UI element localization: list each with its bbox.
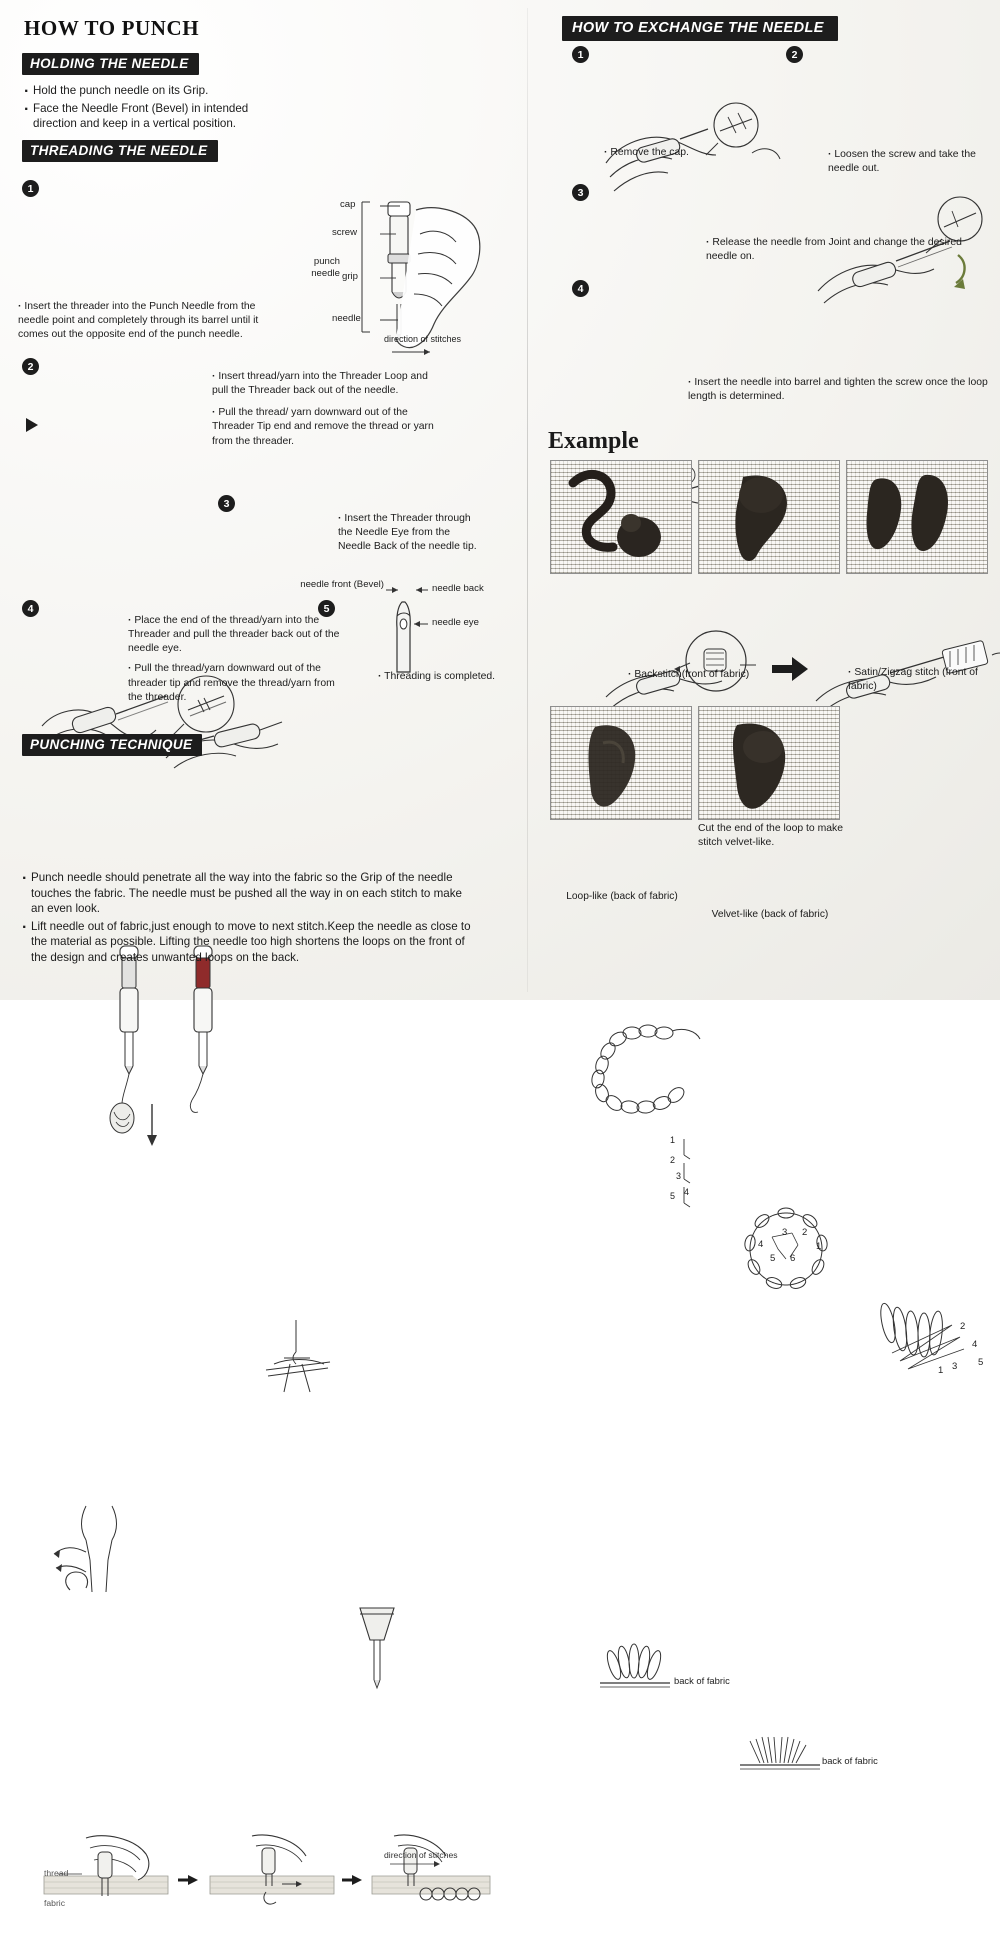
- stitch-number: 5: [670, 1191, 676, 1201]
- example-photo-3: [846, 460, 988, 574]
- stitch-number: 1: [938, 1365, 944, 1376]
- exchange-step-2: [786, 46, 803, 64]
- stitch-number: 4: [972, 1339, 978, 1350]
- label-direction-of-stitches: direction of stitches: [384, 333, 462, 344]
- step-number: 2: [786, 46, 803, 63]
- stitch-number: 2: [802, 1227, 808, 1238]
- backstitch-diagram-chain: [568, 1023, 718, 1119]
- stitch-number: 5: [978, 1357, 984, 1368]
- backstitch-circle-diagram: [722, 1203, 850, 1299]
- exchange-step-3-text: · Release the needle from Joint and change the desired needle on.: [706, 237, 962, 263]
- list-item: · Face the Needle Front (Bevel) in intended direction and keep in a vertical position.: [22, 101, 272, 132]
- step-number: 4: [22, 600, 39, 617]
- stitch-number: 4: [684, 1187, 690, 1197]
- label-fabric: fabric: [44, 1897, 66, 1908]
- page-title: HOW TO PUNCH: [24, 16, 200, 40]
- threading-step-4: [22, 600, 39, 618]
- stitch-number: 2: [960, 1321, 966, 1332]
- stitch-number: 5: [770, 1253, 776, 1264]
- threading-step-3-figure: [244, 1318, 354, 1398]
- stitch-number: 1: [670, 1135, 676, 1145]
- exchange-step-4: [572, 280, 589, 298]
- needle-parts-diagram: [284, 174, 536, 364]
- holding-the-needle-bullets: [22, 83, 272, 132]
- label-grip: grip: [342, 270, 358, 282]
- stitch-number: 1: [816, 1241, 822, 1252]
- punching-technique-figure: [38, 1832, 498, 1940]
- exchange-step-1-text: · Remove the cap.: [604, 147, 689, 158]
- stitch-number: 3: [952, 1361, 958, 1372]
- label-cap: cap: [340, 198, 356, 210]
- label-needle-front-bevel: needle front (Bevel): [300, 578, 384, 590]
- exchange-step-3: [572, 184, 589, 202]
- threading-step-3-text: · Insert the Threader through the Needle Eye from the Needle Back of the needle tip.: [338, 513, 477, 553]
- label-back-of-fabric-1: back of fabric: [674, 1675, 730, 1686]
- example-photo-1: [550, 460, 692, 574]
- threading-step-2-figure: [92, 936, 272, 1166]
- stitch-number: 6: [790, 1253, 796, 1264]
- label-needle: needle: [332, 312, 361, 324]
- label-thread: thread: [44, 1867, 69, 1878]
- threading-step-2: [22, 358, 39, 376]
- right-column: [528, 0, 1000, 1766]
- threading-step-1: [22, 180, 267, 198]
- step-number: 1: [572, 46, 589, 63]
- example-photo-2: [698, 460, 840, 574]
- list-item: · Hold the punch needle on its Grip.: [22, 83, 272, 99]
- threading-step-5-text: · Threading is completed.: [378, 671, 496, 682]
- stitch-number: 3: [782, 1227, 788, 1238]
- label-needle-back: needle back: [432, 582, 484, 594]
- threading-step-2-text: · Insert thread/yarn into the Threader Loop and pull the Threader back out of the needle. · Pull the thread/ yarn downward out of the Threader Tip end and remove the thread or yarn from the threader.: [212, 371, 434, 447]
- step-number: 2: [22, 358, 39, 375]
- step-number: 3: [572, 184, 589, 201]
- threading-step-4-text: · Place the end of the thread/yarn into the Threader and pull the threader back out of the needle eye. · Pull the thread/yarn downward out of the threader tip and remove the thread/yarn from the threader.: [128, 615, 340, 703]
- threading-step-4-figure: [42, 1504, 152, 1600]
- velvet-like-caption: Velvet-like (back of fabric): [711, 909, 829, 920]
- step-number: 4: [572, 280, 589, 297]
- threading-step-1-text: · Insert the threader into the Punch Needle from the needle point and completely through its barrel until it comes out the opposite end of the punch needle.: [18, 301, 259, 341]
- example-photo-4: [550, 706, 692, 820]
- satin-zigzag-caption: · Satin/Zigzag stitch (front of fabric): [848, 667, 978, 692]
- label-direction-of-stitches-2: direction of stitches: [384, 1849, 458, 1860]
- label-punch-needle: punch needle: [311, 255, 340, 279]
- stitch-number: 2: [670, 1155, 676, 1165]
- exchange-step-1: [572, 46, 589, 64]
- label-screw: screw: [332, 226, 358, 238]
- label-needle-eye: needle eye: [432, 616, 479, 628]
- section-heading-holding-the-needle: HOLDING THE NEEDLE: [22, 53, 199, 75]
- section-heading-punching-technique: PUNCHING TECHNIQUE: [22, 734, 202, 756]
- step-number: 1: [22, 180, 39, 197]
- loop-like-diagram: [592, 1647, 730, 1707]
- section-heading-threading-the-needle: THREADING THE NEEDLE: [22, 140, 218, 162]
- label-back-of-fabric-2: back of fabric: [822, 1755, 878, 1766]
- exchange-step-4-text: · Insert the needle into barrel and tighten the screw once the loop length is determined.: [688, 377, 988, 403]
- list-item: · Punch needle should penetrate all the way into the fabric so the Grip of the needle touches the fabric. The needle must be pushed all the way in on each stitch to make an even look.: [20, 870, 476, 917]
- punching-technique-bullets: [20, 870, 476, 967]
- stitch-number: 4: [758, 1239, 764, 1250]
- loop-like-caption: Loop-like (back of fabric): [566, 891, 678, 902]
- section-heading-how-to-exchange-the-needle: HOW TO EXCHANGE THE NEEDLE: [562, 16, 838, 41]
- list-item: · Lift needle out of fabric,just enough to move to next stitch.Keep the needle as close to the material as possible. Lifting the needle too high shortens the loops on the front of the design and creates unwanted loops on the back.: [20, 919, 476, 966]
- threading-step-5-figure: [340, 1602, 420, 1694]
- example-photo-5: [698, 706, 840, 820]
- stitch-number: 3: [676, 1171, 682, 1181]
- step-number: 3: [218, 495, 235, 512]
- cut-note: Cut the end of the loop to make stitch velvet-like.: [698, 823, 843, 848]
- velvet-like-diagram: [734, 1737, 878, 1793]
- step-number: 5: [318, 600, 335, 617]
- threading-step-5: [318, 600, 335, 618]
- backstitch-caption: · Backstitch(front of fabric): [628, 669, 750, 680]
- exchange-step-2-text: · Loosen the screw and take the needle out.: [828, 149, 976, 175]
- satin-zigzag-diagram: [864, 1299, 1000, 1399]
- example-title: Example: [548, 428, 639, 454]
- section-heading-punching-technique-wrap: [22, 730, 202, 762]
- threading-step-3: [218, 495, 235, 513]
